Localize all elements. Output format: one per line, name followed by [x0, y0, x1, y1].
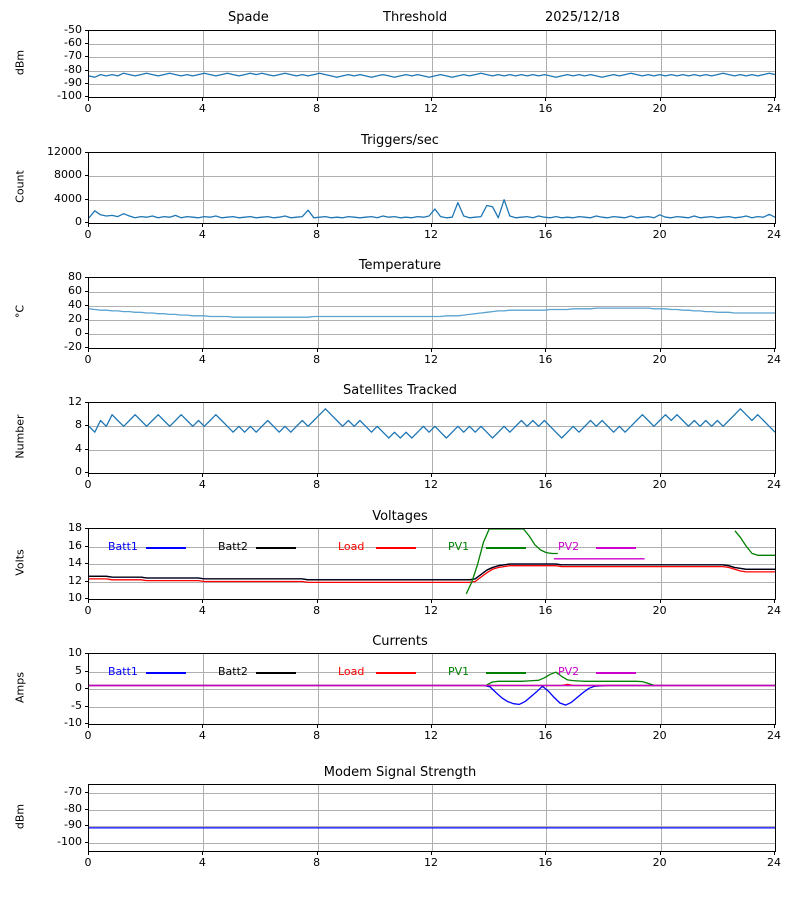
x-tick-label: 0 [84, 353, 92, 366]
y-tick-label: -100 [57, 89, 82, 102]
x-tick-label: 20 [652, 228, 667, 241]
plot-area [88, 528, 776, 600]
x-tick-mark [317, 725, 318, 728]
x-tick-mark [660, 98, 661, 101]
x-tick-label: 8 [313, 729, 321, 742]
x-tick-mark [774, 349, 775, 352]
legend-swatch-load [376, 547, 416, 549]
y-tick-mark [85, 842, 88, 843]
x-tick-label: 24 [767, 856, 781, 869]
series-line [466, 529, 775, 594]
y-tick-label: 12 [68, 395, 82, 408]
x-tick-label: 24 [767, 102, 781, 115]
header-middle: Threshold [383, 10, 448, 25]
x-tick-mark [431, 600, 432, 603]
y-tick-mark [85, 449, 88, 450]
y-tick-label: -80 [64, 62, 82, 76]
y-tick-mark [85, 30, 88, 31]
y-tick-label: 8000 [54, 168, 82, 182]
x-tick-mark [660, 852, 661, 855]
plot-area [88, 784, 776, 852]
y-tick-mark [85, 277, 88, 278]
series-layer [89, 153, 775, 223]
y-tick-label: 0 [75, 681, 82, 694]
x-tick-mark [774, 600, 775, 603]
y-tick-mark [85, 472, 88, 473]
x-tick-label: 12 [424, 856, 438, 869]
x-tick-mark [88, 600, 89, 603]
y-tick-label: 12 [68, 573, 82, 587]
x-tick-label: 20 [652, 729, 667, 742]
x-tick-mark [431, 474, 432, 477]
y-tick-label: 8 [75, 418, 82, 432]
x-tick-label: 4 [198, 856, 206, 869]
x-tick-label: 4 [198, 478, 206, 491]
x-tick-label: 0 [84, 604, 92, 617]
x-tick-mark [88, 725, 89, 728]
x-tick-label: 8 [313, 102, 321, 115]
x-tick-mark [317, 349, 318, 352]
page-header [0, 10, 800, 28]
chart-legend [108, 540, 766, 556]
header-date: 2025/12/18 [545, 10, 620, 25]
legend-label-batt1: Batt1 [108, 665, 138, 678]
x-tick-mark [774, 224, 775, 227]
x-tick-mark [202, 725, 203, 728]
y-tick-mark [85, 653, 88, 654]
x-tick-mark [202, 98, 203, 101]
x-tick-label: 0 [84, 856, 92, 869]
y-tick-label: 10 [68, 591, 82, 604]
x-tick-label: 12 [424, 228, 438, 241]
y-tick-mark [85, 598, 88, 599]
x-tick-label: 12 [424, 102, 438, 115]
x-tick-mark [202, 349, 203, 352]
x-tick-mark [774, 474, 775, 477]
x-tick-mark [545, 349, 546, 352]
x-tick-label: 16 [538, 729, 553, 742]
x-tick-mark [545, 474, 546, 477]
x-tick-label: 20 [652, 353, 667, 366]
header-site: Spade [228, 10, 269, 25]
chart-title: Modem Signal Strength [323, 765, 477, 780]
x-tick-label: 12 [424, 604, 438, 617]
y-tick-label: 16 [68, 538, 82, 552]
legend-swatch-pv2 [596, 547, 636, 549]
y-tick-label: -10 [64, 716, 82, 729]
x-tick-mark [317, 224, 318, 227]
y-tick-label: 0 [75, 326, 82, 339]
y-tick-label: 14 [68, 556, 82, 569]
x-tick-label: 8 [313, 353, 321, 366]
y-tick-mark [85, 291, 88, 292]
x-tick-mark [88, 349, 89, 352]
series-line [89, 686, 775, 706]
x-tick-mark [431, 224, 432, 227]
x-tick-mark [317, 852, 318, 855]
y-axis-label: dBm [13, 803, 27, 830]
y-axis-label: dBm [13, 49, 27, 76]
x-tick-label: 12 [424, 353, 438, 366]
chart-title: Triggers/sec [361, 133, 439, 148]
y-tick-mark [85, 723, 88, 724]
x-tick-mark [317, 98, 318, 101]
x-tick-mark [431, 98, 432, 101]
y-tick-label: 60 [68, 284, 82, 297]
plot-area [88, 277, 776, 349]
y-tick-mark [85, 528, 88, 529]
y-tick-mark [85, 70, 88, 71]
y-tick-label: 10 [68, 646, 82, 659]
legend-label-pv1: PV1 [448, 665, 470, 678]
y-tick-mark [85, 792, 88, 793]
legend-swatch-load [376, 672, 416, 674]
x-tick-label: 8 [313, 856, 321, 869]
y-tick-mark [85, 175, 88, 176]
series-line [89, 409, 775, 438]
legend-label-pv2: PV2 [558, 665, 580, 678]
x-tick-label: 16 [538, 353, 553, 366]
y-tick-label: 4000 [54, 191, 82, 205]
y-tick-label: 20 [68, 312, 82, 325]
chart-title: Currents [372, 634, 428, 649]
x-tick-mark [774, 852, 775, 855]
chart-legend [108, 665, 766, 681]
y-tick-mark [85, 199, 88, 200]
legend-swatch-batt2 [256, 672, 296, 674]
x-tick-label: 20 [652, 604, 667, 617]
y-tick-label: -90 [64, 75, 82, 89]
y-tick-mark [85, 305, 88, 306]
series-layer [89, 31, 775, 97]
x-tick-label: 4 [198, 604, 206, 617]
y-tick-label: -80 [64, 801, 82, 815]
x-tick-label: 24 [767, 478, 781, 491]
y-tick-label: 12000 [47, 145, 82, 158]
x-tick-label: 16 [538, 604, 553, 617]
x-tick-mark [88, 224, 89, 227]
legend-label-batt2: Batt2 [218, 540, 248, 553]
y-axis-label: Count [13, 170, 27, 203]
plot-area [88, 152, 776, 224]
x-tick-mark [545, 600, 546, 603]
y-tick-label: 80 [68, 270, 82, 283]
y-tick-label: 40 [68, 298, 82, 311]
legend-swatch-batt1 [146, 547, 186, 549]
legend-label-pv2: PV2 [558, 540, 580, 553]
y-axis-label: °C [13, 304, 27, 319]
legend-label-load: Load [338, 665, 365, 678]
y-tick-mark [85, 83, 88, 84]
x-tick-mark [660, 600, 661, 603]
chart-title: Voltages [372, 509, 428, 524]
x-tick-mark [88, 852, 89, 855]
y-tick-label: 0 [75, 215, 82, 228]
y-tick-mark [85, 333, 88, 334]
y-tick-mark [85, 152, 88, 153]
x-tick-label: 4 [198, 729, 206, 742]
x-tick-label: 20 [652, 478, 667, 491]
x-tick-mark [545, 98, 546, 101]
y-tick-label: -70 [64, 49, 82, 63]
x-tick-label: 12 [424, 729, 438, 742]
x-tick-label: 16 [538, 856, 553, 869]
y-tick-mark [85, 425, 88, 426]
y-axis-label: Amps [13, 672, 27, 703]
y-tick-mark [85, 222, 88, 223]
x-tick-mark [774, 98, 775, 101]
legend-swatch-batt2 [256, 547, 296, 549]
y-tick-label: 0 [75, 465, 82, 478]
y-tick-label: 4 [75, 441, 82, 455]
plot-area [88, 30, 776, 98]
chart-title: Satellites Tracked [343, 383, 457, 398]
y-tick-label: 5 [75, 663, 82, 677]
x-tick-mark [88, 98, 89, 101]
y-tick-mark [85, 688, 88, 689]
x-tick-label: 16 [538, 478, 553, 491]
x-tick-mark [660, 474, 661, 477]
y-tick-mark [85, 809, 88, 810]
x-tick-mark [317, 600, 318, 603]
series-layer [89, 785, 775, 851]
x-tick-mark [431, 852, 432, 855]
y-tick-mark [85, 43, 88, 44]
x-tick-label: 4 [198, 228, 206, 241]
x-tick-label: 4 [198, 353, 206, 366]
x-tick-label: 20 [652, 102, 667, 115]
x-tick-mark [774, 725, 775, 728]
x-tick-mark [88, 474, 89, 477]
series-layer [89, 278, 775, 348]
legend-label-pv1: PV1 [448, 540, 470, 553]
y-tick-mark [85, 347, 88, 348]
y-tick-mark [85, 402, 88, 403]
x-tick-label: 0 [84, 478, 92, 491]
x-tick-mark [202, 474, 203, 477]
legend-swatch-pv1 [486, 547, 526, 549]
y-tick-mark [85, 319, 88, 320]
y-tick-label: -90 [64, 818, 82, 832]
legend-swatch-pv2 [596, 672, 636, 674]
y-tick-label: -60 [64, 36, 82, 50]
x-tick-mark [202, 224, 203, 227]
legend-swatch-pv1 [486, 672, 526, 674]
chart-title: Temperature [358, 258, 442, 273]
x-tick-label: 8 [313, 604, 321, 617]
legend-label-load: Load [338, 540, 365, 553]
x-tick-mark [202, 600, 203, 603]
y-tick-mark [85, 671, 88, 672]
x-tick-label: 16 [538, 102, 553, 115]
x-tick-mark [202, 852, 203, 855]
x-tick-mark [660, 224, 661, 227]
x-tick-mark [660, 725, 661, 728]
legend-swatch-batt1 [146, 672, 186, 674]
y-tick-mark [85, 546, 88, 547]
x-tick-mark [545, 852, 546, 855]
x-tick-label: 20 [652, 856, 667, 869]
series-line [89, 308, 775, 317]
legend-label-batt1: Batt1 [108, 540, 138, 553]
x-tick-label: 24 [767, 729, 781, 742]
plot-area [88, 653, 776, 725]
y-tick-mark [85, 563, 88, 564]
x-tick-mark [545, 224, 546, 227]
x-tick-label: 8 [313, 478, 321, 491]
x-tick-label: 24 [767, 604, 781, 617]
y-axis-label: Number [13, 414, 27, 459]
x-tick-label: 16 [538, 228, 553, 241]
y-tick-label: -50 [64, 23, 82, 36]
legend-label-batt2: Batt2 [218, 665, 248, 678]
x-tick-mark [317, 474, 318, 477]
x-tick-mark [431, 349, 432, 352]
y-tick-label: -100 [57, 834, 82, 848]
y-tick-mark [85, 825, 88, 826]
y-tick-label: 18 [68, 521, 82, 534]
y-tick-mark [85, 56, 88, 57]
y-tick-mark [85, 96, 88, 97]
series-line [89, 73, 775, 77]
x-tick-label: 0 [84, 102, 92, 115]
x-tick-label: 12 [424, 478, 438, 491]
x-tick-mark [545, 725, 546, 728]
y-axis-label: Volts [13, 549, 27, 576]
series-layer [89, 403, 775, 473]
y-tick-mark [85, 581, 88, 582]
x-tick-label: 0 [84, 228, 92, 241]
y-tick-label: -5 [71, 698, 82, 712]
y-tick-label: -20 [64, 340, 82, 353]
x-tick-mark [660, 349, 661, 352]
x-tick-label: 24 [767, 353, 781, 366]
y-tick-mark [85, 706, 88, 707]
y-tick-label: -70 [64, 785, 82, 799]
x-tick-label: 8 [313, 228, 321, 241]
x-tick-label: 24 [767, 228, 781, 241]
x-tick-label: 4 [198, 102, 206, 115]
series-line [89, 200, 775, 218]
plot-area [88, 402, 776, 474]
x-tick-mark [431, 725, 432, 728]
x-tick-label: 0 [84, 729, 92, 742]
